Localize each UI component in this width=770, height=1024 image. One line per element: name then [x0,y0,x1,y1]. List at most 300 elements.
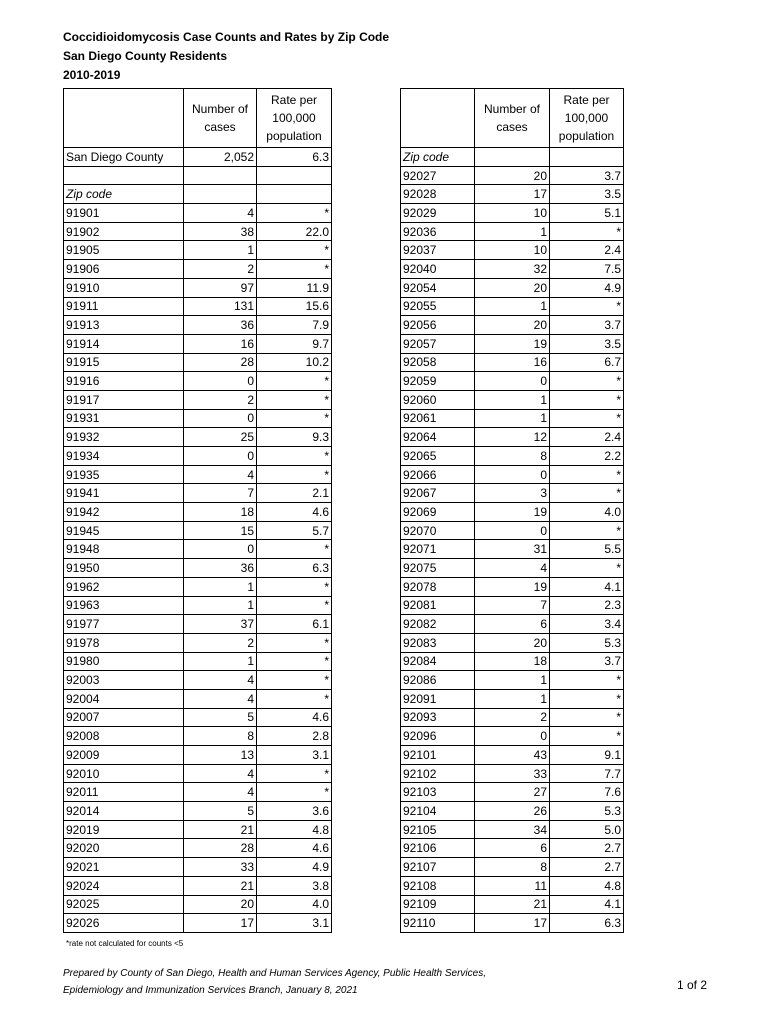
case-count-cell: 11 [475,876,550,895]
zip-code-cell: 92065 [401,447,475,466]
table-row [401,671,624,690]
rate-cell: * [550,409,624,428]
rate-cell: 2.4 [550,428,624,447]
rate-cell: 6.3 [550,914,624,933]
zip-code-cell: 92057 [401,334,475,353]
case-count-cell: 17 [475,185,550,204]
case-count-cell: 19 [475,334,550,353]
page-number: 1 of 2 [676,978,707,992]
table-row [64,746,332,765]
case-count-cell: 5 [184,708,257,727]
case-count-cell: 5 [184,802,257,821]
zip-code-cell: 91913 [64,316,184,335]
zip-code-cell: 92010 [64,764,184,783]
zip-code-cell: 92069 [401,503,475,522]
table-row [401,783,624,802]
case-count-cell: 26 [475,802,550,821]
rate-cell: 6.3 [257,559,332,578]
rate-cell: 7.5 [550,260,624,279]
zip-code-cell: 91963 [64,596,184,615]
case-count-cell: 21 [184,820,257,839]
table-row [64,222,332,241]
zip-code-cell: 91915 [64,353,184,372]
table-row [64,260,332,279]
rate-cell: 4.8 [257,820,332,839]
table-row [64,914,332,933]
table-row [401,689,624,708]
rate-cell: 2.1 [257,484,332,503]
county-label: San Diego County [64,148,184,167]
table-row [64,390,332,409]
table-row [401,484,624,503]
table-row [401,241,624,260]
case-count-cell: 20 [475,166,550,185]
case-count-cell: 21 [475,895,550,914]
rate-cell: * [550,559,624,578]
zip-code-label: Zip code [64,185,184,204]
case-count-cell: 1 [475,409,550,428]
rate-cell: 9.7 [257,334,332,353]
rate-cell: * [550,708,624,727]
zip-code-cell: 92086 [401,671,475,690]
zip-code-cell: 92083 [401,633,475,652]
rate-cell: 22.0 [257,222,332,241]
rate-cell: 4.0 [257,895,332,914]
zip-code-cell: 91906 [64,260,184,279]
table-row [401,708,624,727]
header-row [401,89,624,148]
rate-cell: * [257,540,332,559]
table-row [401,839,624,858]
rate-cell: 4.6 [257,708,332,727]
county-row [64,148,332,167]
right-case-table [400,88,624,933]
zip-code-cell: 92027 [401,166,475,185]
county-cases: 2,052 [184,148,257,167]
table-row [64,633,332,652]
case-count-cell: 10 [475,204,550,223]
zip-code-cell: 91902 [64,222,184,241]
report-period: 2010-2019 [63,68,121,82]
case-count-cell: 28 [184,353,257,372]
case-count-cell: 13 [184,746,257,765]
zip-code-cell: 91980 [64,652,184,671]
table-row [401,914,624,933]
zip-label-row [64,185,332,204]
table-row [64,353,332,372]
rate-cell: 3.5 [550,185,624,204]
zip-code-cell: 92058 [401,353,475,372]
header-rate: Rate per 100,000 population [550,89,624,148]
zip-code-cell: 92014 [64,802,184,821]
zip-code-cell: 92021 [64,858,184,877]
rate-cell: 6.1 [257,615,332,634]
rate-cell: 3.7 [550,652,624,671]
rate-cell: 6.7 [550,353,624,372]
case-count-cell: 34 [475,820,550,839]
rate-cell: * [257,764,332,783]
rate-cell: 9.1 [550,746,624,765]
table-row [64,858,332,877]
rate-cell: 4.0 [550,503,624,522]
case-count-cell: 1 [475,222,550,241]
rate-cell: 15.6 [257,297,332,316]
zip-code-cell: 92091 [401,689,475,708]
rate-cell: 2.2 [550,447,624,466]
table-row [64,876,332,895]
case-count-cell: 0 [184,372,257,391]
case-count-cell: 2 [184,633,257,652]
zip-code-cell: 92108 [401,876,475,895]
rate-cell: 5.7 [257,521,332,540]
case-count-cell: 7 [184,484,257,503]
rate-cell: 5.5 [550,540,624,559]
rate-cell: * [550,222,624,241]
table-row [401,503,624,522]
case-count-cell: 7 [475,596,550,615]
table-row [64,521,332,540]
table-row [401,297,624,316]
case-count-cell: 4 [184,465,257,484]
rate-cell: * [550,465,624,484]
zip-code-cell: 92096 [401,727,475,746]
rate-cell: * [257,577,332,596]
zip-code-cell: 92071 [401,540,475,559]
rate-cell: * [257,390,332,409]
rate-cell: * [257,260,332,279]
table-row [401,652,624,671]
rate-cell: 7.6 [550,783,624,802]
zip-code-cell: 92078 [401,577,475,596]
table-row [401,820,624,839]
rate-cell: * [550,372,624,391]
case-count-cell: 4 [184,204,257,223]
case-count-cell: 28 [184,839,257,858]
zip-code-cell: 92101 [401,746,475,765]
case-count-cell: 1 [184,241,257,260]
case-count-cell: 38 [184,222,257,241]
zip-code-cell: 92024 [64,876,184,895]
case-count-cell: 8 [475,447,550,466]
header-rate: Rate per 100,000 population [257,89,332,148]
table-row [64,708,332,727]
case-count-cell: 33 [475,764,550,783]
rate-cell: 3.7 [550,316,624,335]
case-count-cell: 32 [475,260,550,279]
zip-code-cell: 92067 [401,484,475,503]
case-count-cell: 21 [184,876,257,895]
case-count-cell: 4 [184,671,257,690]
zip-code-cell: 92003 [64,671,184,690]
rate-cell: 10.2 [257,353,332,372]
table-row [401,633,624,652]
case-count-cell: 10 [475,241,550,260]
table-row [401,521,624,540]
case-count-cell: 19 [475,577,550,596]
case-count-cell: 36 [184,316,257,335]
zip-code-cell: 91935 [64,465,184,484]
table-row [401,390,624,409]
table-row [401,615,624,634]
county-rate: 6.3 [257,148,332,167]
table-row [401,802,624,821]
case-count-cell: 2 [184,260,257,279]
zip-code-cell: 92026 [64,914,184,933]
table-row [401,334,624,353]
case-count-cell: 33 [184,858,257,877]
rate-cell: * [257,241,332,260]
rate-cell: 9.3 [257,428,332,447]
zip-code-cell: 92081 [401,596,475,615]
rate-cell: * [257,447,332,466]
table-row [64,615,332,634]
case-count-cell: 0 [475,727,550,746]
rate-cell: 3.1 [257,746,332,765]
table-row [64,316,332,335]
case-count-cell: 1 [184,652,257,671]
case-count-cell: 17 [184,914,257,933]
blank-row [64,166,332,185]
case-count-cell: 6 [475,615,550,634]
zip-code-cell: 92082 [401,615,475,634]
table-row [401,353,624,372]
table-row [64,334,332,353]
table-row [64,802,332,821]
rate-cell: 3.7 [550,166,624,185]
zip-code-cell: 91977 [64,615,184,634]
table-row [64,297,332,316]
table-row [64,652,332,671]
zip-code-cell: 92064 [401,428,475,447]
prepared-by-line-2: Epidemiology and Immunization Services Branch, January 8, 2021 [63,985,358,996]
rate-cell: 3.6 [257,802,332,821]
rate-cell: 3.1 [257,914,332,933]
table-row [401,577,624,596]
rate-cell: 11.9 [257,278,332,297]
zip-code-cell: 92084 [401,652,475,671]
table-row [64,241,332,260]
case-count-cell: 0 [475,465,550,484]
case-count-cell: 36 [184,559,257,578]
rate-cell: 4.9 [550,278,624,297]
case-count-cell: 18 [475,652,550,671]
table-row [64,503,332,522]
zip-code-cell: 92070 [401,521,475,540]
table-row [401,222,624,241]
zip-code-cell: 91942 [64,503,184,522]
zip-code-cell: 91917 [64,390,184,409]
zip-code-cell: 92060 [401,390,475,409]
case-count-cell: 6 [475,839,550,858]
table-row [64,372,332,391]
zip-code-cell: 92020 [64,839,184,858]
case-count-cell: 1 [475,689,550,708]
table-row [64,409,332,428]
table-row [64,596,332,615]
zip-code-cell: 91905 [64,241,184,260]
zip-code-cell: 92036 [401,222,475,241]
case-count-cell: 4 [184,783,257,802]
prepared-by-line-1: Prepared by County of San Diego, Health and Human Services Agency, Public Health Services, [63,968,486,979]
rate-cell: 4.1 [550,577,624,596]
table-row [401,372,624,391]
rate-cell: * [257,652,332,671]
case-count-cell: 0 [184,447,257,466]
table-row [401,596,624,615]
header-cases: Number of cases [184,89,257,148]
table-row [64,783,332,802]
rate-cell: * [257,465,332,484]
header-blank [64,89,184,148]
case-count-cell: 8 [184,727,257,746]
case-count-cell: 15 [184,521,257,540]
zip-code-cell: 91962 [64,577,184,596]
rate-cell: 5.1 [550,204,624,223]
zip-code-cell: 92103 [401,783,475,802]
case-count-cell: 25 [184,428,257,447]
zip-code-cell: 92056 [401,316,475,335]
zip-code-cell: 92093 [401,708,475,727]
rate-cell: 4.6 [257,839,332,858]
rate-cell: 5.3 [550,802,624,821]
zip-code-cell: 91934 [64,447,184,466]
rate-cell: * [550,689,624,708]
zip-code-cell: 92037 [401,241,475,260]
case-count-cell: 1 [184,596,257,615]
table-row [401,409,624,428]
table-row [64,278,332,297]
rate-cell: * [257,671,332,690]
zip-code-cell: 92075 [401,559,475,578]
case-count-cell: 16 [184,334,257,353]
case-count-cell: 20 [184,895,257,914]
rate-cell: * [257,409,332,428]
case-count-cell: 37 [184,615,257,634]
table-row [64,820,332,839]
zip-code-cell: 92107 [401,858,475,877]
rate-cell: 2.7 [550,858,624,877]
table-row [64,895,332,914]
case-count-cell: 20 [475,316,550,335]
case-count-cell: 18 [184,503,257,522]
table-row [401,278,624,297]
case-count-cell: 31 [475,540,550,559]
case-count-cell: 43 [475,746,550,765]
case-count-cell: 19 [475,503,550,522]
case-count-cell: 8 [475,858,550,877]
table-row [401,465,624,484]
table-row [64,671,332,690]
rate-cell: 2.4 [550,241,624,260]
rate-cell: * [257,633,332,652]
case-count-cell: 0 [184,409,257,428]
zip-code-cell: 92106 [401,839,475,858]
zip-code-cell: 92061 [401,409,475,428]
case-count-cell: 2 [475,708,550,727]
zip-code-cell: 91950 [64,559,184,578]
table-row [401,185,624,204]
zip-code-cell: 91931 [64,409,184,428]
rate-cell: 2.8 [257,727,332,746]
rate-cell: 5.3 [550,633,624,652]
header-cases: Number of cases [475,89,550,148]
zip-code-cell: 92008 [64,727,184,746]
table-row [401,204,624,223]
zip-code-cell: 92004 [64,689,184,708]
zip-code-cell: 91911 [64,297,184,316]
case-count-cell: 97 [184,278,257,297]
case-count-cell: 4 [475,559,550,578]
table-row [401,428,624,447]
rate-cell: * [550,390,624,409]
zip-code-cell: 92011 [64,783,184,802]
rate-cell: 7.7 [550,764,624,783]
case-count-cell: 1 [184,577,257,596]
zip-code-cell: 91914 [64,334,184,353]
case-count-cell: 1 [475,297,550,316]
zip-code-label: Zip code [401,148,475,167]
case-count-cell: 16 [475,353,550,372]
table-row [64,465,332,484]
case-count-cell: 0 [184,540,257,559]
zip-code-cell: 91932 [64,428,184,447]
rate-cell: * [257,689,332,708]
table-row [64,577,332,596]
case-count-cell: 4 [184,764,257,783]
case-count-cell: 20 [475,633,550,652]
zip-code-cell: 92055 [401,297,475,316]
footnote: *rate not calculated for counts <5 [66,939,184,948]
rate-cell: * [550,297,624,316]
case-count-cell: 2 [184,390,257,409]
table-row [401,260,624,279]
table-row [64,839,332,858]
case-count-cell: 27 [475,783,550,802]
table-row [401,447,624,466]
rate-cell: 4.9 [257,858,332,877]
table-row [64,204,332,223]
zip-code-cell: 92054 [401,278,475,297]
table-row [64,428,332,447]
rate-cell: * [257,783,332,802]
rate-cell: 2.7 [550,839,624,858]
rate-cell: 4.8 [550,876,624,895]
table-row [401,727,624,746]
report-title: Coccidioidomycosis Case Counts and Rates by Zip Code [63,30,390,44]
table-row [401,746,624,765]
table-row [401,858,624,877]
rate-cell: 2.3 [550,596,624,615]
rate-cell: * [257,372,332,391]
rate-cell: * [257,596,332,615]
zip-code-cell: 91978 [64,633,184,652]
report-subtitle: San Diego County Residents [63,49,228,63]
rate-cell: * [550,671,624,690]
table-row [401,540,624,559]
zip-label-row [401,148,624,167]
left-case-table [63,88,332,933]
table-row [64,447,332,466]
case-count-cell: 4 [184,689,257,708]
table-row [64,764,332,783]
rate-cell: * [550,727,624,746]
rate-cell: * [257,204,332,223]
zip-code-cell: 92104 [401,802,475,821]
table-row [401,559,624,578]
zip-code-cell: 92102 [401,764,475,783]
table-row [64,559,332,578]
case-count-cell: 0 [475,372,550,391]
